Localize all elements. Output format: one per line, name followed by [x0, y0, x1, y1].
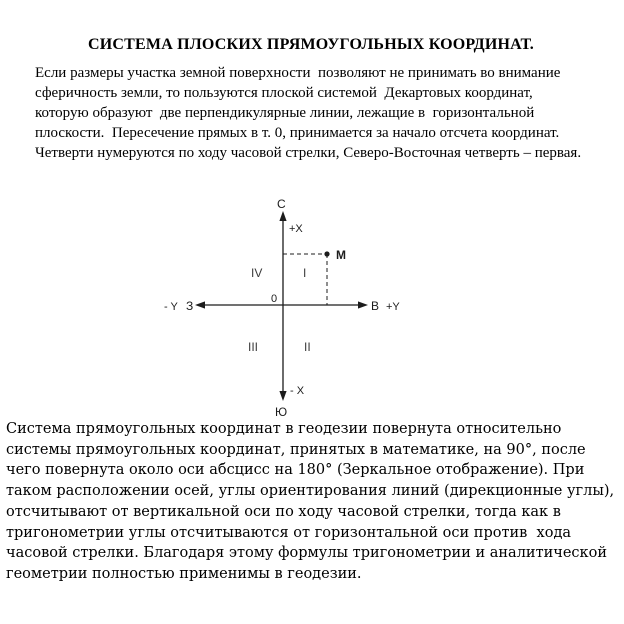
point-m-label: M	[336, 248, 346, 262]
intro-paragraph: Если размеры участка земной поверхности позволяют не принимать во внимание сферичность земли, то пользуются плоской системой Декартовых координат, которую образуют две перпендикулярные линии, лежащие в горизонтальной плоскости. Пересечение прямых в т. 0, принимается за начало отсчета координат. Четверти нумеруются по ходу часовой стрелки, Северо-Восточная четверть – первая.	[35, 65, 582, 161]
east-arrowhead	[358, 301, 368, 308]
south-label: Ю	[275, 405, 288, 419]
origin-label: 0	[271, 293, 278, 305]
north-arrowhead	[279, 211, 286, 221]
east-label: В	[371, 299, 380, 313]
quadrant-i-label: I	[303, 266, 307, 280]
coordinate-diagram	[0, 190, 624, 430]
south-arrowhead	[279, 391, 286, 401]
page-title: СИСТЕМА ПЛОСКИХ ПРЯМОУГОЛЬНЫХ КООРДИНАТ.	[88, 36, 534, 53]
quadrant-iii-label: III	[248, 340, 259, 354]
quadrant-ii-label: II	[304, 340, 311, 354]
plus-y-label: +Y	[386, 301, 400, 313]
minus-x-label: - X	[290, 385, 305, 397]
minus-y-label: - Y	[164, 301, 178, 313]
footer-paragraph: Система прямоугольных координат в геодезии повернута относительно системы прямоугольных координат, принятых в математике, на 90°, после чего повернута около оси абсцисс на 180° (Зеркальное отображение). При таком расположении осей, углы ориентирования линий (дирекционные углы), отсчитывают от вертикальной оси по ходу часовой стрелки, тогда как в тригонометрии углы отсчитываются от горизонтальной оси против хода часовой стрелки. Благодаря этому формулы тригонометрии и аналитической геометрии полностью применимы в геодезии.	[6, 421, 619, 582]
quadrant-iv-label: IV	[251, 266, 263, 280]
west-label: З	[186, 299, 194, 313]
point-m-marker	[324, 251, 329, 256]
west-arrowhead	[195, 301, 205, 308]
north-label: С	[277, 197, 286, 211]
plus-x-label: +X	[289, 223, 303, 235]
